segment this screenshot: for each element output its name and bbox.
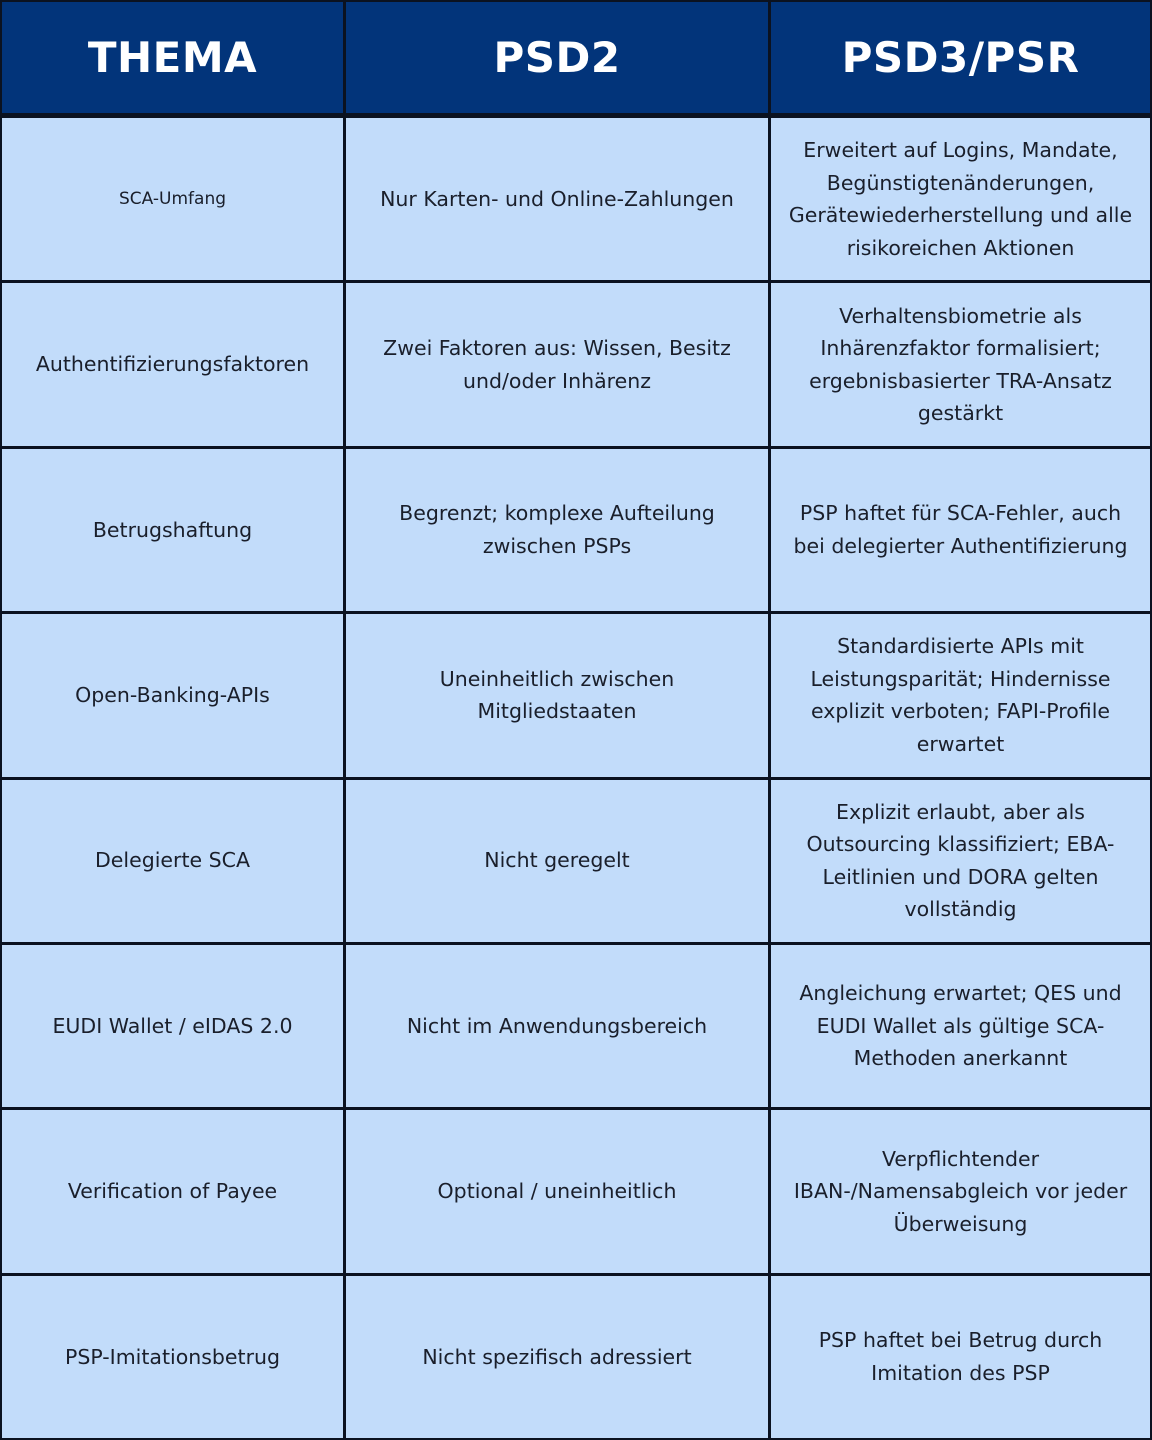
cell-text: Erweitert auf Logins, Mandate, Begünstigtenänderungen, Gerätewiederherstellung und alle risikoreichen Aktionen xyxy=(788,138,1133,260)
row-4-psd3 xyxy=(771,614,1150,776)
row-1-psd3 xyxy=(771,118,1150,280)
row-1-topic xyxy=(2,118,343,280)
cell-text: Zwei Faktoren aus: Wissen, Besitz und/oder Inhärenz xyxy=(383,336,731,393)
row-3-psd3 xyxy=(771,449,1150,611)
row-6-psd2 xyxy=(346,945,768,1107)
row-2-psd2 xyxy=(346,283,768,445)
cell-text: EUDI Wallet / eIDAS 2.0 xyxy=(52,1013,293,1038)
row-7-psd3 xyxy=(771,1110,1150,1272)
row-4-topic xyxy=(2,614,343,776)
cell-text: PSP haftet für SCA-Fehler, auch bei delegierter Authentifizierung xyxy=(793,501,1128,558)
row-6-topic xyxy=(2,945,343,1107)
row-8-psd2 xyxy=(346,1276,768,1438)
row-8-topic xyxy=(2,1276,343,1438)
row-3-psd2 xyxy=(346,449,768,611)
row-4-psd2 xyxy=(346,614,768,776)
cell-text: Verpflichtender IBAN-/Namensabgleich vor jeder Überweisung xyxy=(793,1146,1128,1236)
row-6-psd3 xyxy=(771,945,1150,1107)
cell-text: SCA-Umfang xyxy=(118,188,227,209)
row-1-psd2 xyxy=(346,118,768,280)
cell-text: Standardisierte APIs mit Leistungsparität; Hindernisse explizit verboten; FAPI-Profile erwartet xyxy=(810,634,1111,756)
cell-text: Open-Banking-APIs xyxy=(75,683,270,708)
cell-text: Explizit erlaubt, aber als Outsourcing klassifiziert; EBA-Leitlinien und DORA gelten vollständig xyxy=(806,799,1115,922)
row-7-psd2 xyxy=(346,1110,768,1272)
row-2-topic xyxy=(2,283,343,445)
row-3-topic xyxy=(2,449,343,611)
cell-text: Nicht im Anwendungsbereich xyxy=(406,1013,708,1038)
cell-text: Authentifizierungsfaktoren xyxy=(35,352,310,377)
cell-text: Nicht geregelt xyxy=(484,848,630,873)
header-psd2: PSD2 xyxy=(346,2,768,115)
cell-text: Verification of Payee xyxy=(67,1179,278,1204)
cell-text: Angleichung erwartet; QES und EUDI Wallet als gültige SCA-Methoden anerkannt xyxy=(799,981,1122,1071)
header-psd3: PSD3/PSR xyxy=(771,2,1150,115)
cell-text: Nur Karten- und Online-Zahlungen xyxy=(380,186,734,211)
cell-text: PSP-Imitationsbetrug xyxy=(64,1344,281,1369)
row-7-topic xyxy=(2,1110,343,1272)
cell-text: Delegierte SCA xyxy=(95,848,250,873)
row-2-psd3 xyxy=(771,283,1150,445)
header-topic: THEMA xyxy=(2,2,343,115)
row-8-psd3 xyxy=(771,1276,1150,1438)
cell-text: Verhaltensbiometrie als Inhärenzfaktor formalisiert; ergebnisbasierter TRA-Ansatz gestärkt xyxy=(809,303,1112,426)
row-5-topic xyxy=(2,780,343,942)
cell-text: PSP haftet bei Betrug durch Imitation des PSP xyxy=(818,1328,1103,1385)
cell-text: Begrenzt; komplexe Aufteilung zwischen PSPs xyxy=(399,501,715,558)
row-5-psd3 xyxy=(771,780,1150,942)
row-5-psd2 xyxy=(346,780,768,942)
cell-text: Uneinheitlich zwischen Mitgliedstaaten xyxy=(439,666,675,724)
cell-text: Betrugshaftung xyxy=(92,517,253,542)
cell-text: Optional / uneinheitlich xyxy=(437,1179,677,1204)
cell-text: Nicht spezifisch adressiert xyxy=(422,1344,692,1369)
